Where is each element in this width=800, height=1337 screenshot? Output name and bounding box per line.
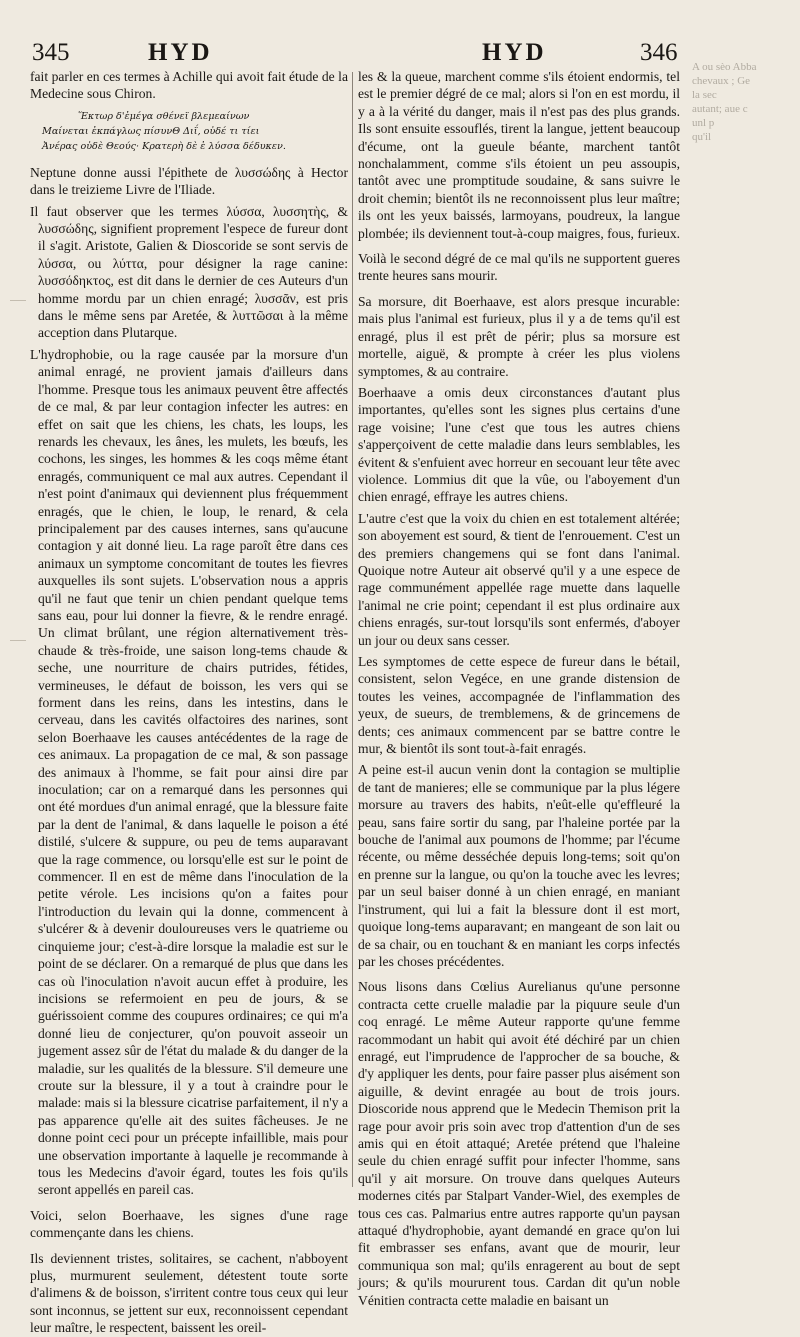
paragraph-venin: A peine est-il aucun venin dont la contagion se multiplie de tant de manieres; elle se communique par la plus légere morsure au travers des habits, n'eût-elle qu'effleuré la peau, sans faire sortir du sang, par l'haleine portée par la bouche de l'animal aux poumons de l'homme; par l'écume récente, ou même desséchée depuis long-tems; soit qu'on en prenne sur la langue, ou qu'on la touche avec les levres; par un seul baiser donné à un chien enragé, en maniant l'instrument, qui lui a fait la blessure dont il est mort, quoique long-tems auparavant; en mangeant de son lait ou de sa chair, ou en touchant & en maniant les corps infectés par les choses précédentes. <box>358 762 680 969</box>
right-running-title: HYD <box>482 39 547 66</box>
bleed-line: A ou sèo Abba <box>692 61 757 73</box>
facing-page-bleed-through <box>692 60 800 210</box>
margin-mark <box>10 300 26 301</box>
paragraph-betail: Les symptomes de cette espece de fureur dans le bétail, consistent, selon Vegéce, en une grande distension de toutes les veines, accompagnée de l'inflammation des yeux, de sueurs, de tremblemens, & de grincemens de dents; ces animaux commencent par se battre contre le mur, & bientôt ils sont tout-à-fait enragés. <box>358 654 680 757</box>
bleed-line: unl p <box>692 117 715 129</box>
paragraph-continuation: les & la queue, marchent comme s'ils étoient endormis, tel est le premier dégré de ce mal; alors si l'on en est mordu, il y a à la vérité du danger, mais il n'est pas des plus grands. Ils sont ensuite essouflés, tirent la langue, jettent beaucoup d'écume, ont la gueule béante, marchent tantôt nonchalamment, comme s'ils étoient un peu assoupis, tantôt avec une promptitude soudaine, & sans suivre le droit chemin; bientôt ils ne reconnoissent plus leur maître; ils ont les yeux baissés, larmoyans, poudreux, la langue plombée; ils deviennent tout-à-coup maigres, fous, furieux. <box>358 69 681 241</box>
column-divider <box>352 72 353 1187</box>
left-column <box>30 68 348 1336</box>
paragraph-second-degre: Voilà le second dégré de ce mal qu'ils ne supportent gueres trente heures sans mourir. <box>358 251 680 284</box>
paragraph-intro: fait parler en ces termes à Achille qui avoit fait étude de la Medecine sous Chiron. <box>30 69 348 102</box>
right-page-number: 346 <box>640 39 678 66</box>
bleed-line: autant; aue c <box>692 103 748 115</box>
paragraph-voix: L'autre c'est que la voix du chien en est totalement altérée; son aboyement est sourd, & tient de l'enrouement. C'est un des premiers changemens qui se font dans l'animal. Quoique notre Auteur ait observé qu'il y a une espece de rage communément appellée rage muette dans laquelle l'animal ne crie point; cependant il est plus ordinaire aux chiens enragés, sur-tout lorsqu'ils sont enfermés, d'aboyer un jour ou deux sans cesser. <box>358 510 680 648</box>
margin-mark <box>10 640 26 641</box>
bleed-line: chevaux ; Ge <box>692 75 751 87</box>
right-column <box>358 68 681 1308</box>
quote-line: Ἀνέρας οὐδὲ Θεούς· Κρατερὴ δὲ ἑ λύσσα δέδυκεν. <box>42 140 286 152</box>
paragraph-symptomes-chiens: Ils deviennent tristes, solitaires, se cachent, n'abboyent plus, murmurent seulement, détestent toute sorte d'alimens & de boisson, s'irritent contre tous ceux qui leur sont inconnus, se jettent sur eux, reconnoissent cependant leur maître, le respectent, baissent les oreil- <box>30 1250 348 1336</box>
quote-line: Ἕκτωρ δ'ἐμέγα σθένεϊ βλεμεαίνων <box>78 110 250 122</box>
greek-quotation <box>42 109 348 154</box>
paragraph-coelius: Nous lisons dans Cœlius Aurelianus qu'une personne contracta cette cruelle maladie par la piquure seule d'un coq enragé. Le même Auteur rapporte qu'une femme racommodant un habit qui avoit été déchiré par un chien enragé, eut l'imprudence de l'approcher de sa bouche, & d'y appliquer les dents, pour faire passer plus aisément son aiguille, & devint enragée au bout de trois jours. Dioscoride nous apprend que le Medecin Themison prit la rage pour avoir pris soin avec trop d'attention d'un de ses amis qui en étoit attaqué; Aretée prétend que l'haleine seule du chien enragé suffit pour infecter l'homme, sans qu'il y ait morsure. On trouve dans quelques Auteurs modernes cités par Stalpart Vander-Wiel, des exemples de tous ces cas. Palmarius entre autres rapporte qu'un paysan attaqué d'hydrophobie, ayant demandé en grace qu'on lui fit embrasser ses enfans, avant que de mourir, leur communiqua son mal; qu'ils enragerent au bout de sept jours; & qu'ils moururent tous. Cardan dit qu'un noble Vénitien contracta cette maladie en baisant un <box>358 979 680 1308</box>
left-page-number: 345 <box>32 39 70 66</box>
paragraph-termes: Il faut observer que les termes λύσσα, λυσσητὴς, & λυσσώδης, signifient proprement l'espece de fureur dont il s'agit. Aristote, Galien & Dioscoride se sont servis de λύσσα, ou λύττα, pour désigner la rage canine: λυσσόδηκτος, est dit dans le dernier de ces Auteurs d'un homme mordu par un chien enragé; λυσσᾶν, est pris dans le même sens par Aretée, & λυττῶσαι à la même acception dans Plutarque. <box>30 203 348 341</box>
paragraph-neptune: Neptune donne aussi l'épithete de λυσσώδης à Hector dans le treizieme Livre de l'Iliade. <box>30 164 348 198</box>
page-header <box>0 38 800 72</box>
paragraph-hydrophobie: L'hydrophobie, ou la rage causée par la morsure d'un animal enragé, ne provient jamais d'ailleurs dans l'homme. Presque tous les animaux peuvent être affectés de ce mal, & par leur contagion infecter les autres: en effet on sait que les chiens, les chats, les loups, les renards les chevaux, les ânes, les mulets, les bœufs, les cochons, les singes, les hommes & les coqs même étant enragés, communiquent ce mal aux autres. Cependant il n'est point d'animaux qui deviennent plus fréquemment enragés, que le chien, le loup, le renard, & cela principalement par des causes internes, sans qu'aucune contagion y ait donné lieu. La rage paroît être dans ces animaux un symptome concomitant de toutes les fievres auxquelles ils sont sujets. L'observation nous a appris qu'il ne faut que tenir un chien pendant quelque tems sans eau, pour lui donner la fievre, & le rendre enragé. Un climat brûlant, une région alternativement très-chaude & très-froide, une saison long-tems chaude & seche, une nourriture de chairs putrides, fétides, vermineuses, le défaut de boisson, les vers qui se forment dans les reins, dans les intestins, dans le cerveau, dans les cavités olfactoires des narines, sont selon Boerhaave les causes antécédentes de la rage de ces animaux. La propagation de ce mal, & son passage des animaux à l'homme, se fait pour ainsi dire par inoculation; car on a remarqué dans les personnes qui ont été mordues d'un animal enragé, que la blessure faite par la dent de l'animal, & dans laquelle le poison a été distilé, s'ulcere & suppure, ou peu de tems auparavant que la rage commence, ou lorsqu'elle est sur le point de commencer. Il en est de même dans l'inoculation de la petite vérole. Les incisions qu'on a faites pour l'introduction du levain qui la donne, commencent à s'ulcérer & à devenir douloureuses vers le quatrieme ou cinquieme jour; c'est-à-dire lorsque la maladie est sur le point de se déclarer. On a remarqué de plus que dans les cas où l'inoculation n'avoit aucun effet à produire, les incisions se refermoient en peu de jours, & se guérissoient comme des coupures ordinaires; ce qui m'a donné lieu de conjecturer, qu'on pouvoit asseoir un jugement assez sûr de l'état du malade & du danger de la maladie, sur les qualités de la blessure. S'il demeure une croute sur la blessure, il y a tout à craindre pour le malade: mais si la blessure cicatrise parfaitement, il n'y a pas apparence qu'elle ait des suites fâcheuses. Je ne donne point ceci pour un précepte infaillible, mais pour une observation importante à laquelle je recommande à tous les Medecins d'avoir égard, toutes les fois qu'ils seront appellés en pareil cas. <box>30 346 348 1198</box>
paragraph-signes: Voici, selon Boerhaave, les signes d'une rage commençante dans les chiens. <box>30 1207 348 1241</box>
quote-line: Μαίνεται ἐκπάγλως πίσυνΘ Διΐ, οὐδέ τι τίει <box>42 125 260 137</box>
left-running-title: HYD <box>148 39 213 66</box>
bleed-line: qu'il <box>692 131 712 143</box>
bleed-line: la sec <box>692 89 717 101</box>
paragraph-circonstances: Boerhaave a omis deux circonstances d'autant plus importantes, qu'elles sont les signes plus certains d'une rage voisine; l'une c'est que tous les autres chiens s'apperçoivent de cette maladie dans leurs semblables, les évitent & s'enfuient avec horreur en secouant leur tête avec violence. Lommius dit que la vûe, ou l'aboyement d'un chien enragé, effraye les autres chiens. <box>358 384 680 505</box>
paragraph-morsure: Sa morsure, dit Boerhaave, est alors presque incurable: mais plus l'animal est furieux, plus il y a de tems qu'il est enragé, plus il est prêt de périr; plus sa morsure est mortelle, aiguë, & prompte à créer les plus violens symptomes, & au contraire. <box>358 293 680 379</box>
